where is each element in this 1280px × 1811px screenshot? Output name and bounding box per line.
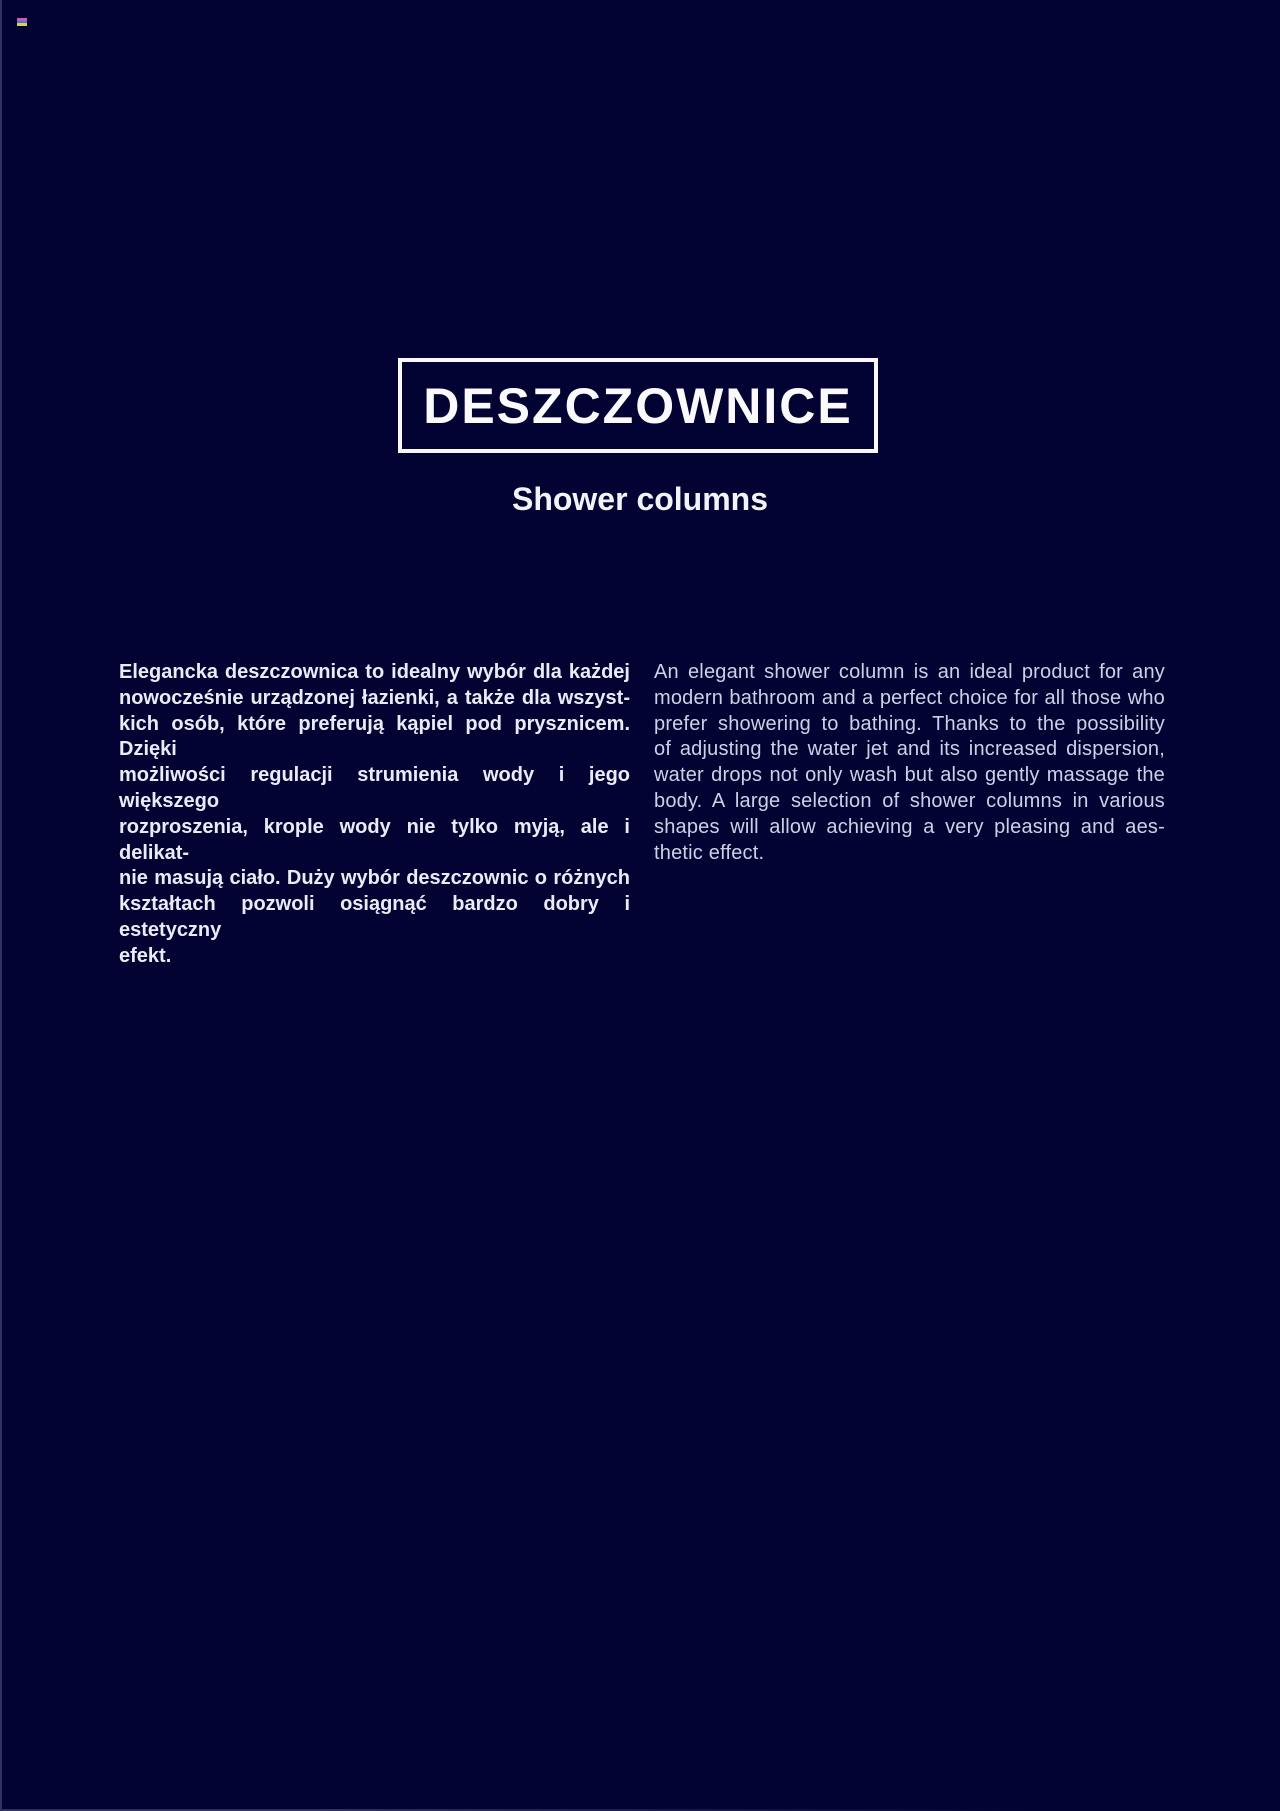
text-line: body. A large selection of shower columns in various (654, 789, 1165, 812)
text-line: możliwości regulacji strumienia wody i jego większego (119, 764, 630, 812)
text-line: modern bathroom and a perfect choice for all those who (654, 686, 1165, 709)
section-title: DESZCZOWNICE (423, 377, 853, 434)
color-bars-icon (17, 18, 27, 26)
intro-paragraph-english (654, 660, 1165, 970)
text-line: water drops not only wash but also gently massage the (654, 764, 1165, 787)
intro-text-columns (119, 660, 1165, 970)
text-line: efekt. (119, 944, 172, 967)
text-line: shapes will allow achieving a very pleasing and aes- (654, 815, 1165, 838)
text-line: rozproszenia, krople wody nie tylko myją, ale i delikat- (119, 815, 630, 864)
intro-paragraph-polish (119, 660, 630, 970)
text-line: kształtach pozwoli osiągnąć bardzo dobry i estetyczny (119, 893, 630, 941)
page-left-edge-line (0, 0, 2, 1811)
text-line: An elegant shower column is an ideal product for any (654, 661, 1165, 683)
text-line: prefer showering to bathing. Thanks to the possibility (654, 712, 1165, 735)
text-line: kich osób, które preferują kąpiel pod prysznicem. Dzięki (119, 712, 630, 761)
section-title-frame (398, 358, 878, 453)
section-subtitle: Shower columns (511, 481, 769, 517)
text-line: thetic effect. (654, 841, 765, 864)
text-line: nowocześnie urządzonej łazienki, a także dla wszyst- (119, 686, 630, 709)
color-bar-bottom (17, 23, 27, 26)
text-line: nie masują ciało. Duży wybór deszczownic o różnych (119, 867, 630, 890)
text-line: Elegancka deszczownica to idealny wybór dla każdej (119, 661, 630, 683)
text-line: of adjusting the water jet and its increased dispersion, (654, 738, 1165, 761)
